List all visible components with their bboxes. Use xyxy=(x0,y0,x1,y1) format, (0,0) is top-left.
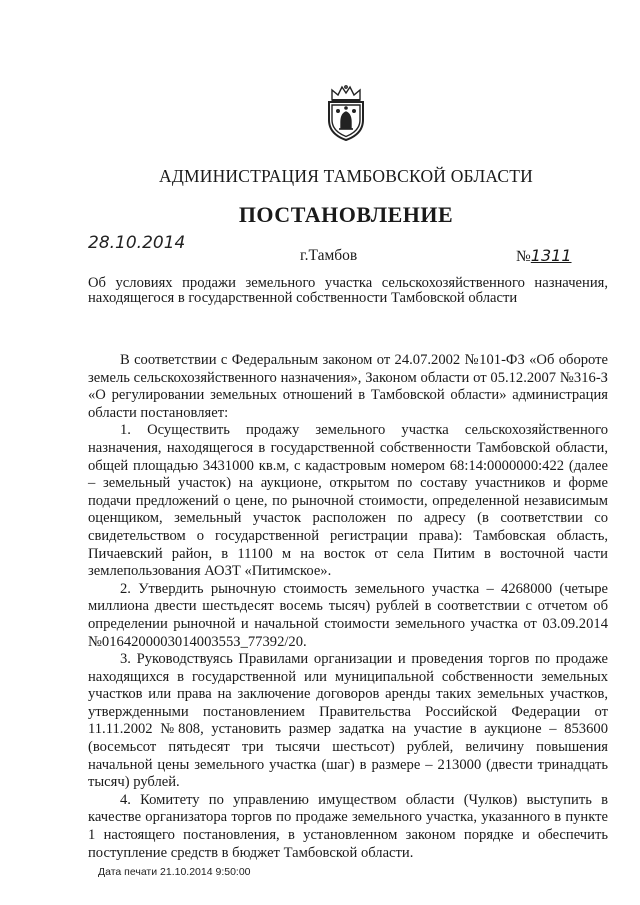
paragraph-item-4: 4. Комитету по управлению имуществом области (Чулков) выступить в качестве организатора торгов по продаже земельного участка, указанного в пункте 1 настоящего постановления, в установленном законом порядке и обеспечить поступление средств в бюджет Тамбовской области. xyxy=(88,791,608,861)
print-date-footer: Дата печати 21.10.2014 9:50:00 xyxy=(98,866,251,878)
document-date: 28.10.2014 xyxy=(88,233,186,253)
paragraph-item-3: 3. Руководствуясь Правилами организации и проведения торгов по продаже находящихся в государственной или муниципальной собственности земельных участков или права на заключение договоров аренды таких земельных участков, утвержденными постановлением Правительства Российской Федерации от 11.11.2002 №808, установить размер задатка на участие в аукционе – 853600 (восемьсот пятьдесят три тысячи шестьсот) рублей, величину повышения начальной цены земельного участка (шаг) в размере – 213000 (двести тринадцать тысяч) рублей. xyxy=(88,651,608,791)
organization-title: АДМИНИСТРАЦИЯ ТАМБОВСКОЙ ОБЛАСТИ xyxy=(159,166,533,186)
document-city: г.Тамбов xyxy=(300,247,358,264)
document-body xyxy=(88,352,608,862)
document-number-label: № xyxy=(516,248,531,265)
document-type-title: ПОСТАНОВЛЕНИЕ xyxy=(238,202,454,227)
document-number xyxy=(516,246,572,266)
paragraph-item-1: 1. Осуществить продажу земельного участка сельскохозяйственного назначения, находящегося в государственной собственности Тамбовской области, общей площадью 3431000 кв.м, с кадастровым номером 68:14:0000000:422 (далее – земельный участок) на аукционе, открытом по составу участников и форме подачи предложений о цене, по рыночной стоимости, определенной независимым оценщиком, земельный участок расположен по адресу (в соответствии со свидетельством о государственной регистрации права): Тамбовская область, Пичаевский район, в 11100 м на восток от села Питим в восточной части землепользования АОЗТ «Питимское». xyxy=(88,422,608,580)
document-subject: Об условиях продажи земельного участка сельскохозяйственного назначения, находящегося в государственной собственности Тамбовской области xyxy=(88,275,608,306)
tambov-coat-of-arms-icon xyxy=(323,84,369,142)
document-number-value: 1311 xyxy=(530,246,572,265)
paragraph-preamble: В соответствии с Федеральным законом от 24.07.2002 №101-ФЗ «Об обороте земель сельскохозяйственного назначения», Законом области от 05.12.2007 №316-З «О регулировании земельных отношений в Тамбовской области» администрация области постановляет: xyxy=(88,352,608,421)
paragraph-item-2: 2. Утвердить рыночную стоимость земельного участка – 4268000 (четыре миллиона двести шестьдесят восемь тысяч) рублей в соответствии с отчетом об определении рыночной и начальной стоимости земельного участка от 03.09.2014 №016420000301400355З_77392/20. xyxy=(88,580,608,650)
